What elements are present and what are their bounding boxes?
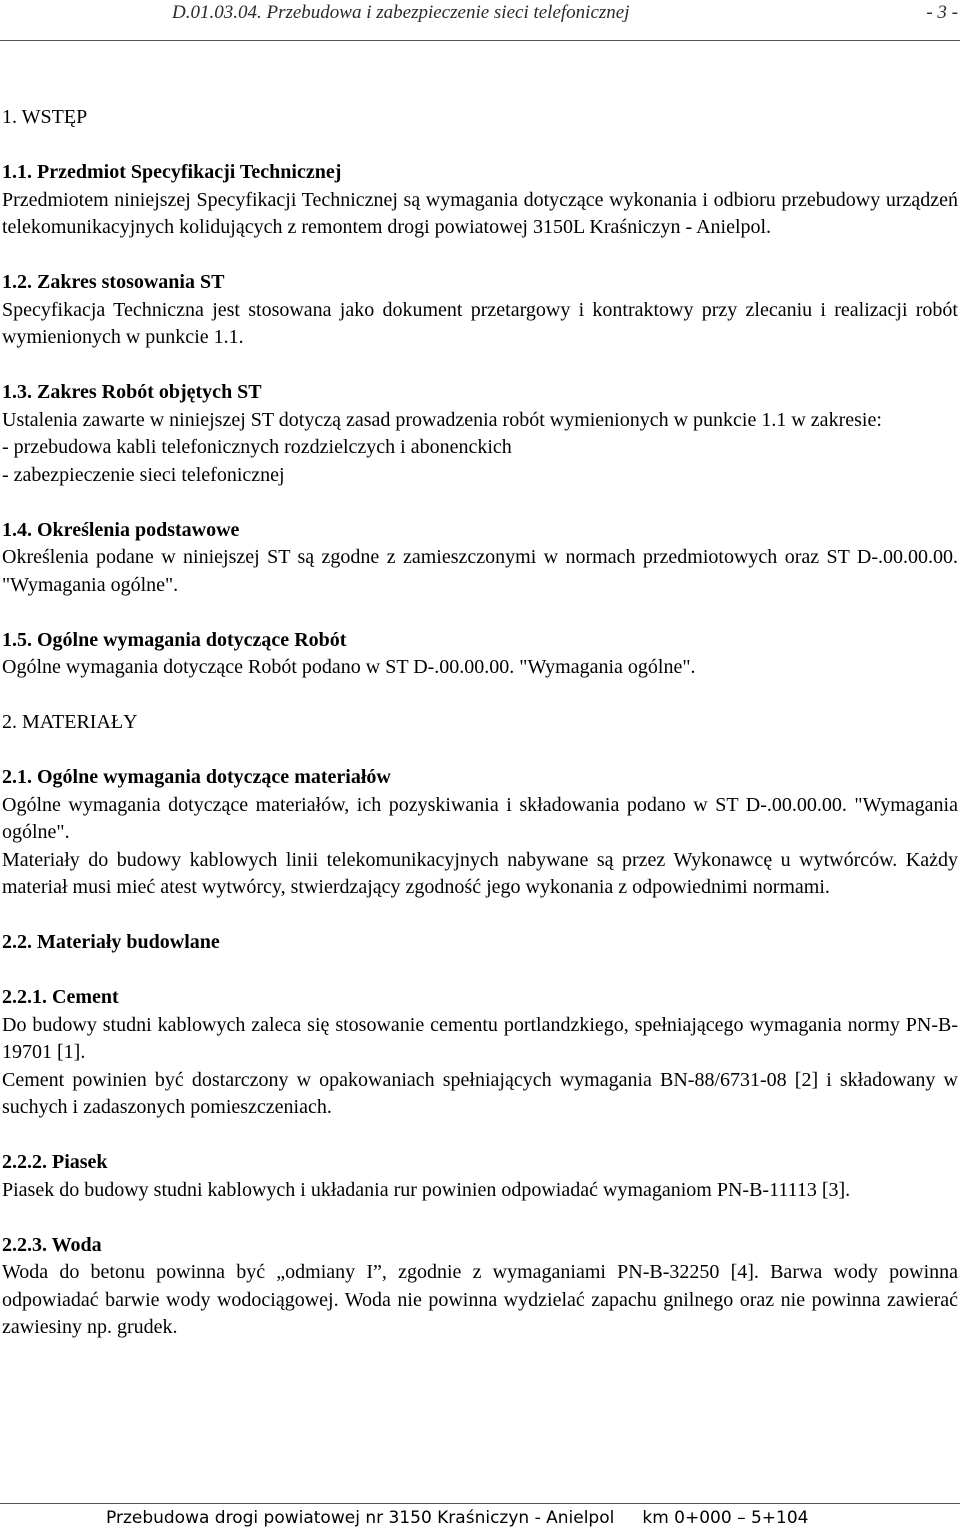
section-2-2-1-title: 2.2.1. Cement xyxy=(2,986,119,1008)
section-1-5-body: Ogólne wymagania dotyczące Robót podano w ST D-.00.00.00. "Wymagania ogólne". xyxy=(2,656,696,678)
bullet-item: - zabezpieczenie sieci telefonicznej xyxy=(2,463,285,486)
document-body xyxy=(2,104,958,1342)
section-1-1-title: 1.1. Przedmiot Specyfikacji Technicznej xyxy=(2,161,342,183)
section-1-2-body: Specyfikacja Techniczna jest stosowana jako dokument przetargowy i kontraktowy przy zlecaniu i realizacji robót wymienionych w punkcie 1.1. xyxy=(2,298,958,348)
section-1-2-title: 1.2. Zakres stosowania ST xyxy=(2,271,225,293)
section-2-2-3-title: 2.2.3. Woda xyxy=(2,1233,102,1256)
footer-road: Przebudowa drogi powiatowej nr 3150 Kraśniczyn - Anielpol xyxy=(106,1508,615,1528)
footer-divider xyxy=(0,1503,960,1504)
footer-km: km 0+000 – 5+104 xyxy=(642,1508,809,1528)
section-2-title: 2. MATERIAŁY xyxy=(2,711,138,733)
section-1-3-body: Ustalenia zawarte w niniejszej ST dotyczą zasad prowadzenia robót wymienionych w punkcie 1.1 w zakresie: xyxy=(2,408,882,431)
section-2-2-3-body: Woda do betonu powinna być „odmiany I”, zgodnie z wymaganiami PN-B-32250 [4]. Barwa wody powinna odpowiadać barwie wody wodociągowej. Woda nie powinna wydzielać zapachu gnilnego oraz nie powinna zawierać zawiesiny np. grudek. xyxy=(2,1261,958,1338)
page-number: - 3 - xyxy=(926,2,958,23)
section-1-3-title: 1.3. Zakres Robót objętych ST xyxy=(2,381,262,403)
header-divider xyxy=(0,40,960,41)
section-2-2-2-title: 2.2.2. Piasek xyxy=(2,1151,108,1173)
bullet-item: - przebudowa kabli telefonicznych rozdzielczych i abonenckich xyxy=(2,436,512,458)
section-1-title: 1. WSTĘP xyxy=(2,106,88,128)
section-1-4-title: 1.4. Określenia podstawowe xyxy=(2,518,240,541)
section-2-1-title: 2.1. Ogólne wymagania dotyczące materiałów xyxy=(2,766,391,788)
section-2-2-title: 2.2. Materiały budowlane xyxy=(2,931,220,953)
page-header xyxy=(0,0,960,40)
header-title: D.01.03.04. Przebudowa i zabezpieczenie sieci telefonicznej xyxy=(172,2,630,23)
section-2-1-body-1: Ogólne wymagania dotyczące materiałów, ich pozyskiwania i składowania podano w ST D-.00.00.00. "Wymagania ogólne". xyxy=(2,793,958,843)
section-1-5-title: 1.5. Ogólne wymagania dotyczące Robót xyxy=(2,628,347,651)
section-2-2-2-body: Piasek do budowy studni kablowych i układania rur powinien odpowiadać wymaganiom PN-B-11113 [3]. xyxy=(2,1178,851,1201)
section-2-1-body-2: Materiały do budowy kablowych linii telekomunikacyjnych nabywane są przez Wykonawcę u wytwórców. Każdy materiał musi mieć atest wytwórcy, stwierdzający zgodność jego wykonania z odpowiednimi normami. xyxy=(2,848,958,898)
section-1-4-body: Określenia podane w niniejszej ST są zgodne z zamieszczonymi w normach przedmiotowych oraz ST D-.00.00.00. "Wymagania ogólne". xyxy=(2,546,958,596)
section-2-2-1-body-2: Cement powinien być dostarczony w opakowaniach spełniających wymagania BN-88/6731-08 [2] i składowany w suchych i zadaszonych pomieszczeniach. xyxy=(2,1068,958,1118)
section-2-2-1-body-1: Do budowy studni kablowych zaleca się stosowanie cementu portlandzkiego, spełniającego wymagania normy PN-B-19701 [1]. xyxy=(2,1013,958,1063)
section-1-1-body: Przedmiotem niniejszej Specyfikacji Technicznej są wymagania dotyczące wykonania i odbioru przebudowy urządzeń telekomunikacyjnych kolidujących z remontem drogi powiatowej 3150L Kraśniczyn - Anielpol. xyxy=(2,188,958,238)
page-footer xyxy=(106,1508,836,1528)
